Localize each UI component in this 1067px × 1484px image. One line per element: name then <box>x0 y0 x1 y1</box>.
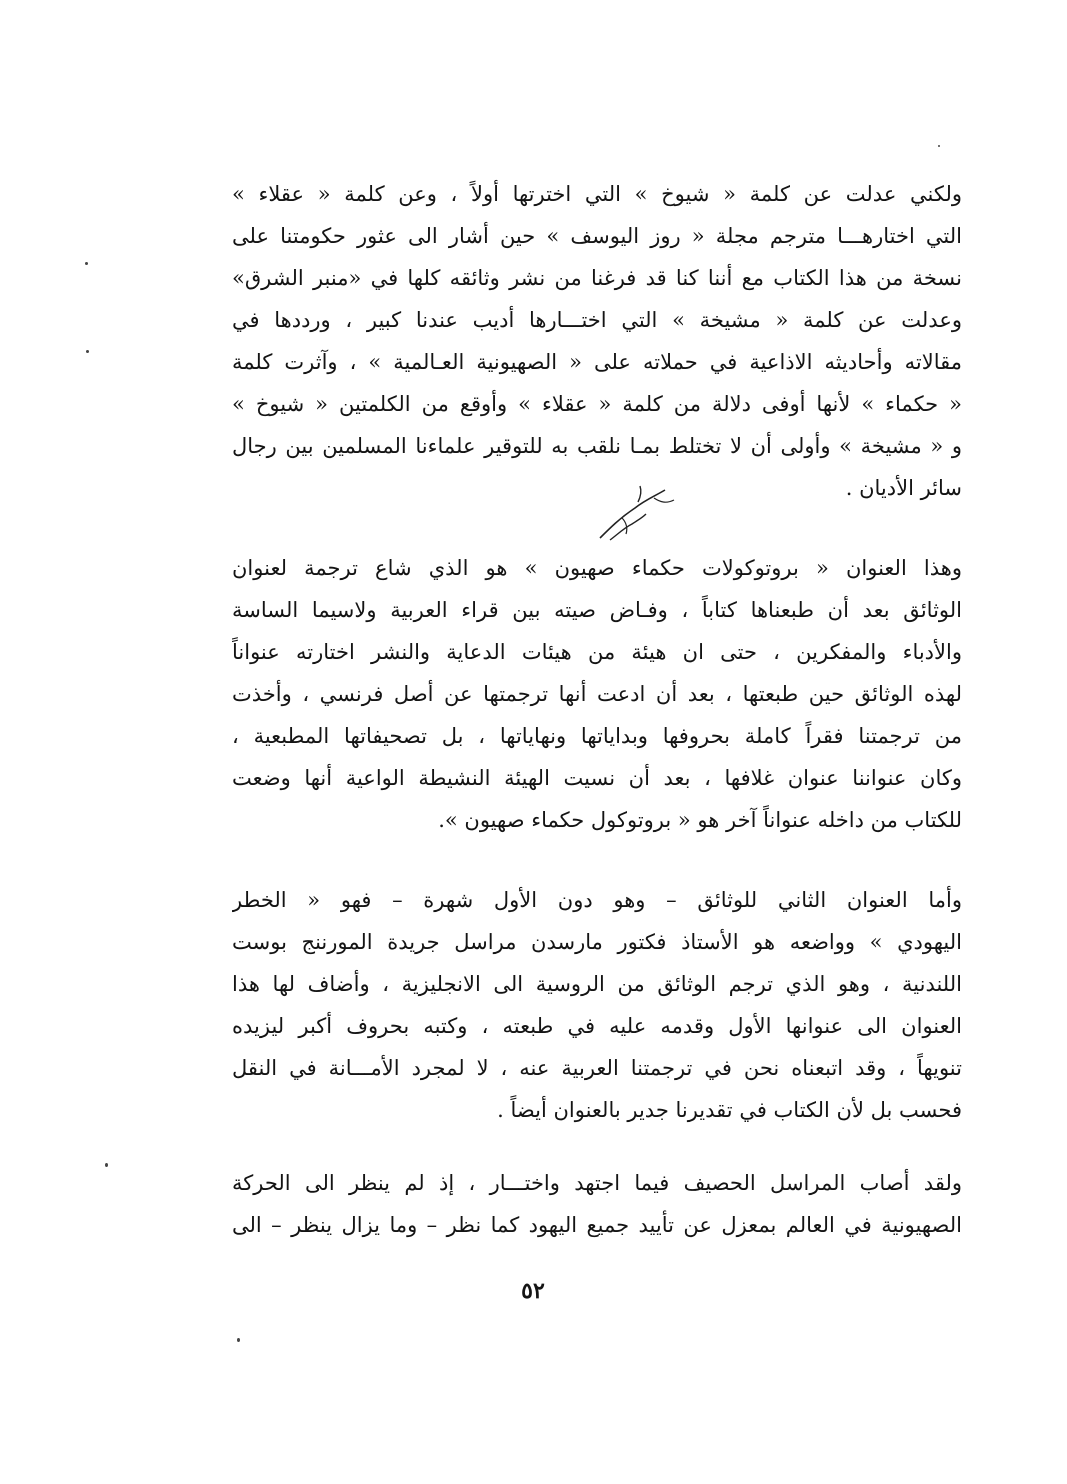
text-line: للكتاب من داخله عنواناً آخر هو « بروتوكول حكماء صهيون ». <box>438 808 962 832</box>
text-line: العنوان الى عنوانها الأول وقدمه عليه في طبعته ، وكتبه بحروف أكبر ليزيده <box>232 1014 962 1038</box>
text-line: والأدباء والمفكرين ، حتى ان هيئة من هيئات الدعاية والنشر اختارته عنواناً <box>232 640 962 664</box>
text-line: الوثائق بعد أن طبعناها كتاباً ، وفـاض صيته بين قراء العربية ولاسيما الساسة <box>232 598 962 622</box>
text-line: التي اختارهـــا مترجم مجلة « روز اليوسف » حين أشار الى عثور حكومتنا على <box>232 224 962 248</box>
text-line: وهذا العنوان « بروتوكولات حكماء صهيون » هو الذي شاع ترجمة لعنوان <box>232 556 962 580</box>
scan-speck <box>86 350 89 353</box>
paragraph-4 <box>232 1162 962 1246</box>
text-line: اللندنية ، وهو الذي ترجم الوثائق من الروسية الى الانجليزية ، وأضاف لها هذا <box>232 972 962 996</box>
text-line: الصهيونية في العالم بمعزل عن تأييد جميع اليهود كما نظر – وما يزال ينظر – الى <box>232 1213 962 1237</box>
scan-speck <box>85 262 88 265</box>
paragraph-3 <box>232 879 962 1131</box>
paragraph-1 <box>232 173 962 509</box>
text-line: مقالاته وأحاديثه الاذاعية في حملاته على « الصهيونية العـالمية » ، وآثرت كلمة <box>232 350 962 374</box>
text-line: تنويهاً ، وقد اتبعناه نحن في ترجمتنا العربية عنه ، لا لمجرد الأمـــانة في النقل <box>232 1056 962 1080</box>
text-line: لهذه الوثائق حين طبعتها ، بعد أن ادعت أنها ترجمتها عن أصل فرنسي ، وأخذت <box>232 682 962 706</box>
text-line: و « مشيخة » وأولى أن لا تختلط بمـا نلقب به للتوقير علماءنا المسلمين بين رجال <box>232 434 962 458</box>
scan-speck <box>938 145 940 147</box>
text-line: وعدلت عن كلمة « مشيخة » التي اختـــارها أديب عندنا كبير ، ورددها في <box>232 308 962 332</box>
text-line: فحسب بل لأن الكتاب في تقديرنا جدير بالعنوان أيضاً . <box>497 1098 962 1122</box>
text-line: ولكني عدلت عن كلمة « شيوخ » التي اخترتها أولاً ، وعن كلمة « عقلاء » <box>232 182 962 206</box>
paragraph-2 <box>232 547 962 841</box>
page-number: ٥٢ <box>521 1278 545 1304</box>
text-line: ولقد أصاب المراسل الحصيف فيما اجتهد واختـــار ، إذ لم ينظر الى الحركة <box>232 1171 962 1195</box>
text-line: « حكماء » لأنها أوفى دلالة من كلمة « عقلاء » وأوقع من الكلمتين « شيوخ » <box>232 392 962 416</box>
handwritten-annotation <box>580 478 690 553</box>
text-line: وأما العنوان الثاني للوثائق – وهو دون الأول شهرة – فهو « الخطر <box>232 888 962 912</box>
scan-speck <box>237 1338 240 1342</box>
scan-speck <box>105 1163 108 1167</box>
text-line: من ترجمتنا فقراً كاملة بحروفها وبداياتها ونهاياتها ، بل تصحيفاتها المطبعية ، <box>232 724 962 748</box>
text-line: اليهودي » وواضعه هو الأستاذ فكتور مارسدن مراسل جريدة المورننج بوست <box>232 930 962 954</box>
text-line: وكان عنواننا عنوان غلافها ، بعد أن نسيت الهيئة النشيطة الواعية أنها وضعت <box>232 766 962 790</box>
text-line: سائر الأديان . <box>845 476 962 500</box>
text-line: نسخة من هذا الكتاب مع أننا كنا قد فرغنا من نشر وثائقه كلها في «منبر الشرق» <box>232 266 962 290</box>
